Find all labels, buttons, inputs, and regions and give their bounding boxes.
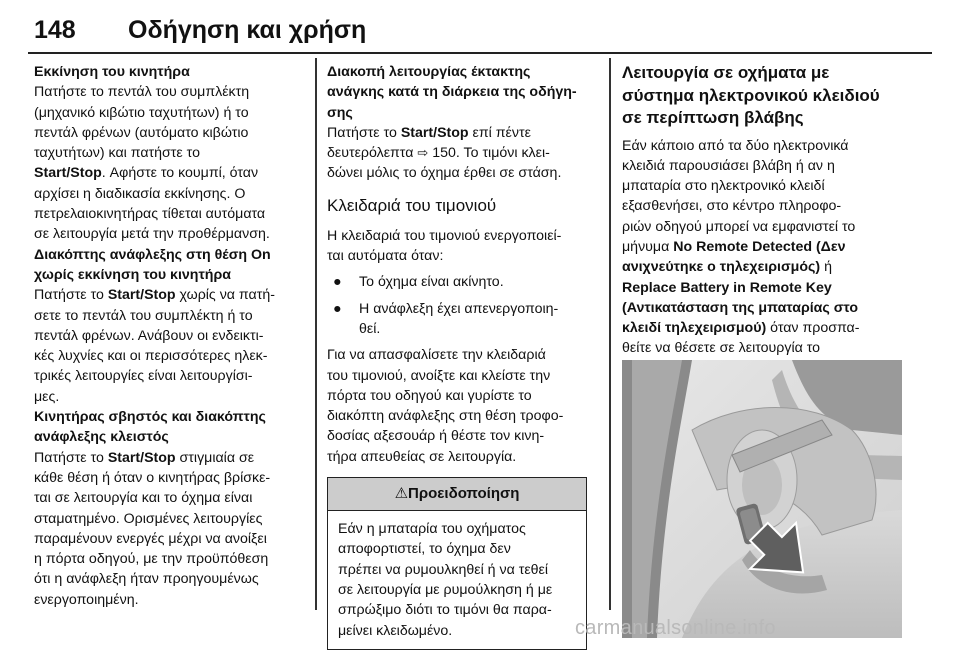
watermark: carmanualsonline.info	[575, 617, 776, 639]
text-span: Πατήστε το	[34, 449, 108, 466]
text-span: χωρίς να πατή-	[175, 287, 275, 304]
bullet-text: θεί.	[359, 320, 381, 337]
page-number: 148	[34, 16, 76, 44]
text-line: σετε το πεντάλ του συμπλέκτη ή το	[34, 307, 253, 324]
start-stop-label: Start/Stop	[34, 165, 102, 182]
text-span: Πατήστε το	[327, 124, 401, 141]
warning-box	[327, 477, 587, 650]
message-no-remote-translation: ανιχνεύτηκε ο τηλεχειρισμός)	[622, 259, 821, 276]
text-span: επί πέντε	[468, 124, 531, 141]
text-line: πεντάλ φρένων (αυτόματο κιβώτιο	[34, 124, 249, 141]
title-line: σύστημα ηλεκτρονικού κλειδιού	[622, 85, 880, 105]
text-line: σε λειτουργία μετά την προθέρμανση.	[34, 226, 270, 243]
message-replace-battery: Replace Battery in Remote Key	[622, 279, 832, 296]
text-span: στιγμιαία σε	[175, 449, 255, 466]
text-line: πεντάλ φρένων. Ανάβουν οι ενδεικτι-	[34, 327, 264, 344]
page-reference-arrow-icon: ⇨	[417, 145, 429, 161]
section-heading: ανάφλεξης κλειστός	[34, 429, 169, 446]
section-emergency-stop	[327, 62, 595, 184]
title-line: σε περίπτωση βλάβης	[622, 108, 804, 127]
text-line	[327, 123, 595, 143]
text-span: μήνυμα	[622, 238, 674, 255]
column-3	[622, 62, 902, 379]
start-stop-label: Start/Stop	[107, 449, 176, 466]
text-line: κές λυχνίες και οι περισσότερες ηλεκ-	[34, 348, 268, 365]
section-title: Κλειδαριά του τιμονιού	[327, 195, 497, 215]
column-2	[327, 62, 595, 650]
text-line: Η κλειδαριά του τιμονιού ενεργοποιεί-	[327, 227, 562, 244]
column-1	[34, 62, 302, 610]
warning-triangle-icon: ⚠	[394, 485, 409, 503]
text-line: μες.	[34, 388, 60, 405]
section-engine-start	[34, 62, 302, 245]
text-line	[327, 143, 595, 163]
section-steering-lock	[327, 195, 595, 467]
text-line: τρικές λειτουργίες είναι λειτουργίσι-	[34, 368, 253, 385]
section-heading: Εκκίνηση του κινητήρα	[34, 64, 190, 80]
text-line: δώνει μόλις το όχημα έρθει σε στάση.	[327, 165, 562, 182]
text-line: ταχυτήτων) και πατήστε το	[34, 145, 200, 162]
start-stop-label: Start/Stop	[107, 287, 176, 304]
text-line: παραμένουν ενεργές μέχρι να ανοίξει	[34, 530, 267, 547]
page-header	[28, 14, 932, 54]
text-line: αρχίσει η διαδικασία εκκίνησης. Ο	[34, 185, 246, 202]
text-line: διακόπτη ανάφλεξης στη θέση τροφο-	[327, 408, 564, 425]
text-line: του τιμονιού, ανοίξτε και κλείστε την	[327, 367, 551, 384]
text-line: πόρτα του οδηγού και γυρίστε το	[327, 387, 532, 404]
section-ignition-on	[34, 245, 302, 407]
section-engine-off	[34, 407, 302, 610]
paragraph	[327, 345, 595, 467]
text-line: ται αυτόματα όταν:	[327, 248, 444, 265]
message-no-remote: No Remote Detected (Δεν	[673, 238, 846, 255]
text-line	[34, 448, 302, 468]
text-line	[34, 163, 302, 183]
warning-body	[328, 511, 586, 649]
warning-title: Προειδοποίηση	[408, 485, 520, 503]
text-line: Για να απασφαλίσετε την κλειδαριά	[327, 347, 546, 364]
text-line: Εάν η μπαταρία του οχήματος	[338, 521, 526, 538]
text-line	[622, 318, 902, 338]
text-line: μπαταρία στο ηλεκτρονικό κλειδί	[622, 178, 825, 195]
text-line	[34, 285, 302, 305]
bullet-item	[327, 299, 595, 340]
bullet-text: Το όχημα είναι ακίνητο.	[359, 274, 504, 291]
text-line: σπρώξιμο διότι το τιμόνι θα παρα-	[338, 602, 552, 619]
text-line: Εάν κάποιο από τα δύο ηλεκτρονικά	[622, 137, 849, 154]
column-divider-1	[315, 58, 317, 610]
text-line: κάθε θέση ή όταν ο κινητήρας βρίσκε-	[34, 469, 271, 486]
section-heading: Διακοπή λειτουργίας έκτακτης	[327, 64, 531, 80]
text-span: . Αφήστε το κουμπί, όταν	[101, 165, 259, 182]
text-line: ότι η ανάφλεξη ήταν προηγουμένως	[34, 571, 259, 588]
steering-column-illustration	[622, 360, 902, 638]
text-line: εξασθενήσει, στο κέντρο πληροφο-	[622, 198, 842, 215]
text-span: ή	[820, 259, 832, 276]
section-heading: Διακόπτης ανάφλεξης στη θέση On	[34, 246, 271, 263]
steering-column-drawing	[622, 360, 902, 638]
text-line: ται σε λειτουργία και το όχημα είναι	[34, 490, 253, 507]
warning-header	[328, 478, 586, 511]
text-line: πετρελαιοκινητήρας τίθεται αυτόματα	[34, 206, 266, 223]
bullet-item	[327, 272, 595, 292]
text-line: μείνει κλειδωμένο.	[338, 622, 453, 639]
text-line	[622, 237, 902, 257]
message-replace-battery-translation: (Αντικατάσταση της μπαταρίας στο	[622, 299, 859, 316]
text-line: τήρα απευθείας σε λειτουργία.	[327, 448, 517, 465]
header-rule	[28, 52, 932, 54]
section-heading: σης	[327, 104, 353, 121]
column-divider-2	[609, 58, 611, 610]
text-line: θείτε να θέσετε σε λειτουργία το	[622, 340, 821, 357]
bullet-icon: ●	[333, 274, 342, 291]
text-line: πρέπει να ρυμουλκηθεί ή να τεθεί	[338, 561, 549, 578]
section-heading: χωρίς εκκίνηση του κινητήρα	[34, 266, 231, 283]
start-stop-label: Start/Stop	[400, 124, 469, 141]
bullet-text: Η ανάφλεξη έχει απενεργοποιη-	[359, 300, 559, 317]
section-heading: Κινητήρας σβηστός και διακόπτης	[34, 409, 266, 426]
section-heading: ανάγκης κατά τη διάρκεια της οδήγη-	[327, 84, 577, 101]
text-span: Πατήστε το	[34, 287, 108, 304]
text-line: (μηχανικό κιβώτιο ταχυτήτων) ή το	[34, 104, 249, 121]
text-line: ενεργοποιημένη.	[34, 591, 139, 608]
page-title: Οδήγηση και χρήση	[128, 16, 367, 44]
section-title	[622, 62, 902, 130]
text-line: σταματημένο. Ορισμένες λειτουργίες	[34, 510, 263, 527]
bullet-icon: ●	[333, 300, 342, 317]
text-line: Πατήστε το πεντάλ του συμπλέκτη	[34, 84, 250, 101]
text-line: η πόρτα οδηγού, με την προϋπόθεση	[34, 551, 269, 568]
text-span: δευτερόλεπτα	[327, 145, 418, 162]
text-span: όταν προσπα-	[766, 320, 860, 337]
page-reference-link[interactable]: 150. Το τιμόνι κλει-	[428, 145, 550, 162]
text-line	[622, 257, 902, 277]
message-replace-battery-translation: κλειδί τηλεχειρισμού)	[622, 320, 767, 337]
title-line: Λειτουργία σε οχήματα με	[622, 63, 830, 82]
text-line: ριών οδηγού μπορεί να εμφανιστεί το	[622, 218, 856, 235]
text-line: αποφορτιστεί, το όχημα δεν	[338, 541, 511, 558]
text-line: δοσίας αξεσουάρ ή θέστε τον κινη-	[327, 428, 545, 445]
text-line: σε λειτουργία με ρυμούλκηση ή με	[338, 581, 553, 598]
text-line: κλειδιά παρουσιάσει βλάβη ή αν η	[622, 157, 835, 174]
